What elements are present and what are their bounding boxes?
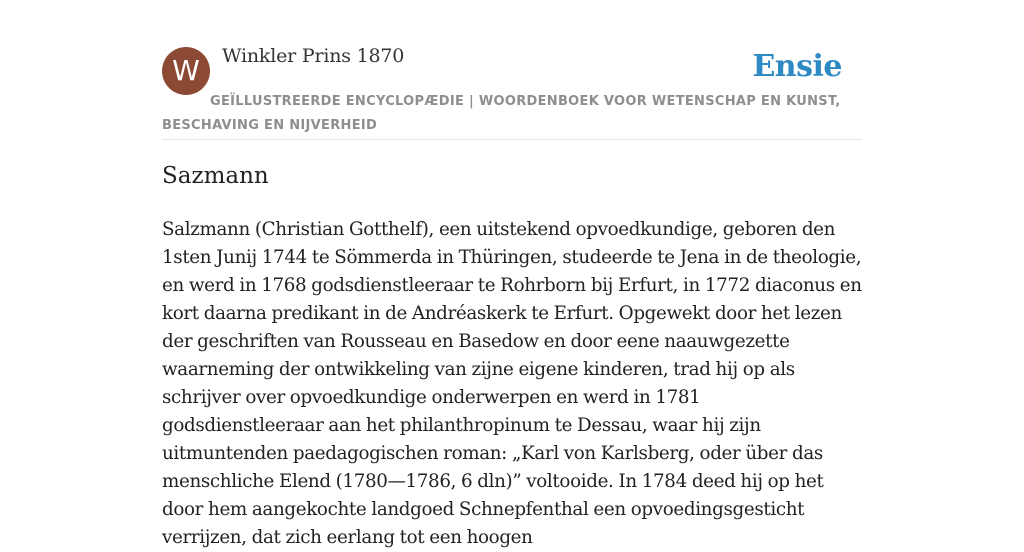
source-title-link[interactable]: Winkler Prins 1870 bbox=[222, 45, 405, 67]
source-header bbox=[162, 0, 862, 140]
source-avatar[interactable]: W bbox=[162, 47, 210, 95]
source-subtitle: GEÏLLUSTREERDE ENCYCLOPÆDIE | WOORDENBOEK VOOR WETENSCHAP EN KUNST, BESCHAVING EN NIJVERHEID bbox=[162, 94, 841, 133]
page bbox=[162, 0, 862, 548]
ensie-logo-link[interactable]: Ensie bbox=[752, 49, 842, 84]
article-body: Salzmann (Christian Gotthelf), een uitstekend opvoedkundige, geboren den 1sten Junij 1744 te Sömmerda in Thüringen, studeerde te Jena in de theologie, en werd in 1768 godsdienstleeraar te Rohrborn bij Erfurt, in 1772 diaconus en kort daarna predikant in de Andréaskerk te Erfurt. Opgewekt door het lezen der geschriften van Rousseau en Basedow en door eene naauwgezette waarneming der ontwikkeling van zijne eigene kinderen, trad hij op als schrijver over opvoedkundige onderwerpen en werd in 1781 godsdienstleeraar aan het philanthropinum te Dessau, waar hij zijn uitmuntenden paedagogischen roman: „Karl von Karlsberg, oder über das menschliche Elend (1780—1786, 6 dln)” voltooide. In 1784 deed hij op het door hem aangekochte landgoed Schnepfenthal een opvoedingsgesticht verrijzen, dat zich eerlang tot een hoogen bbox=[162, 219, 862, 548]
article-title: Sazmann bbox=[162, 163, 269, 189]
